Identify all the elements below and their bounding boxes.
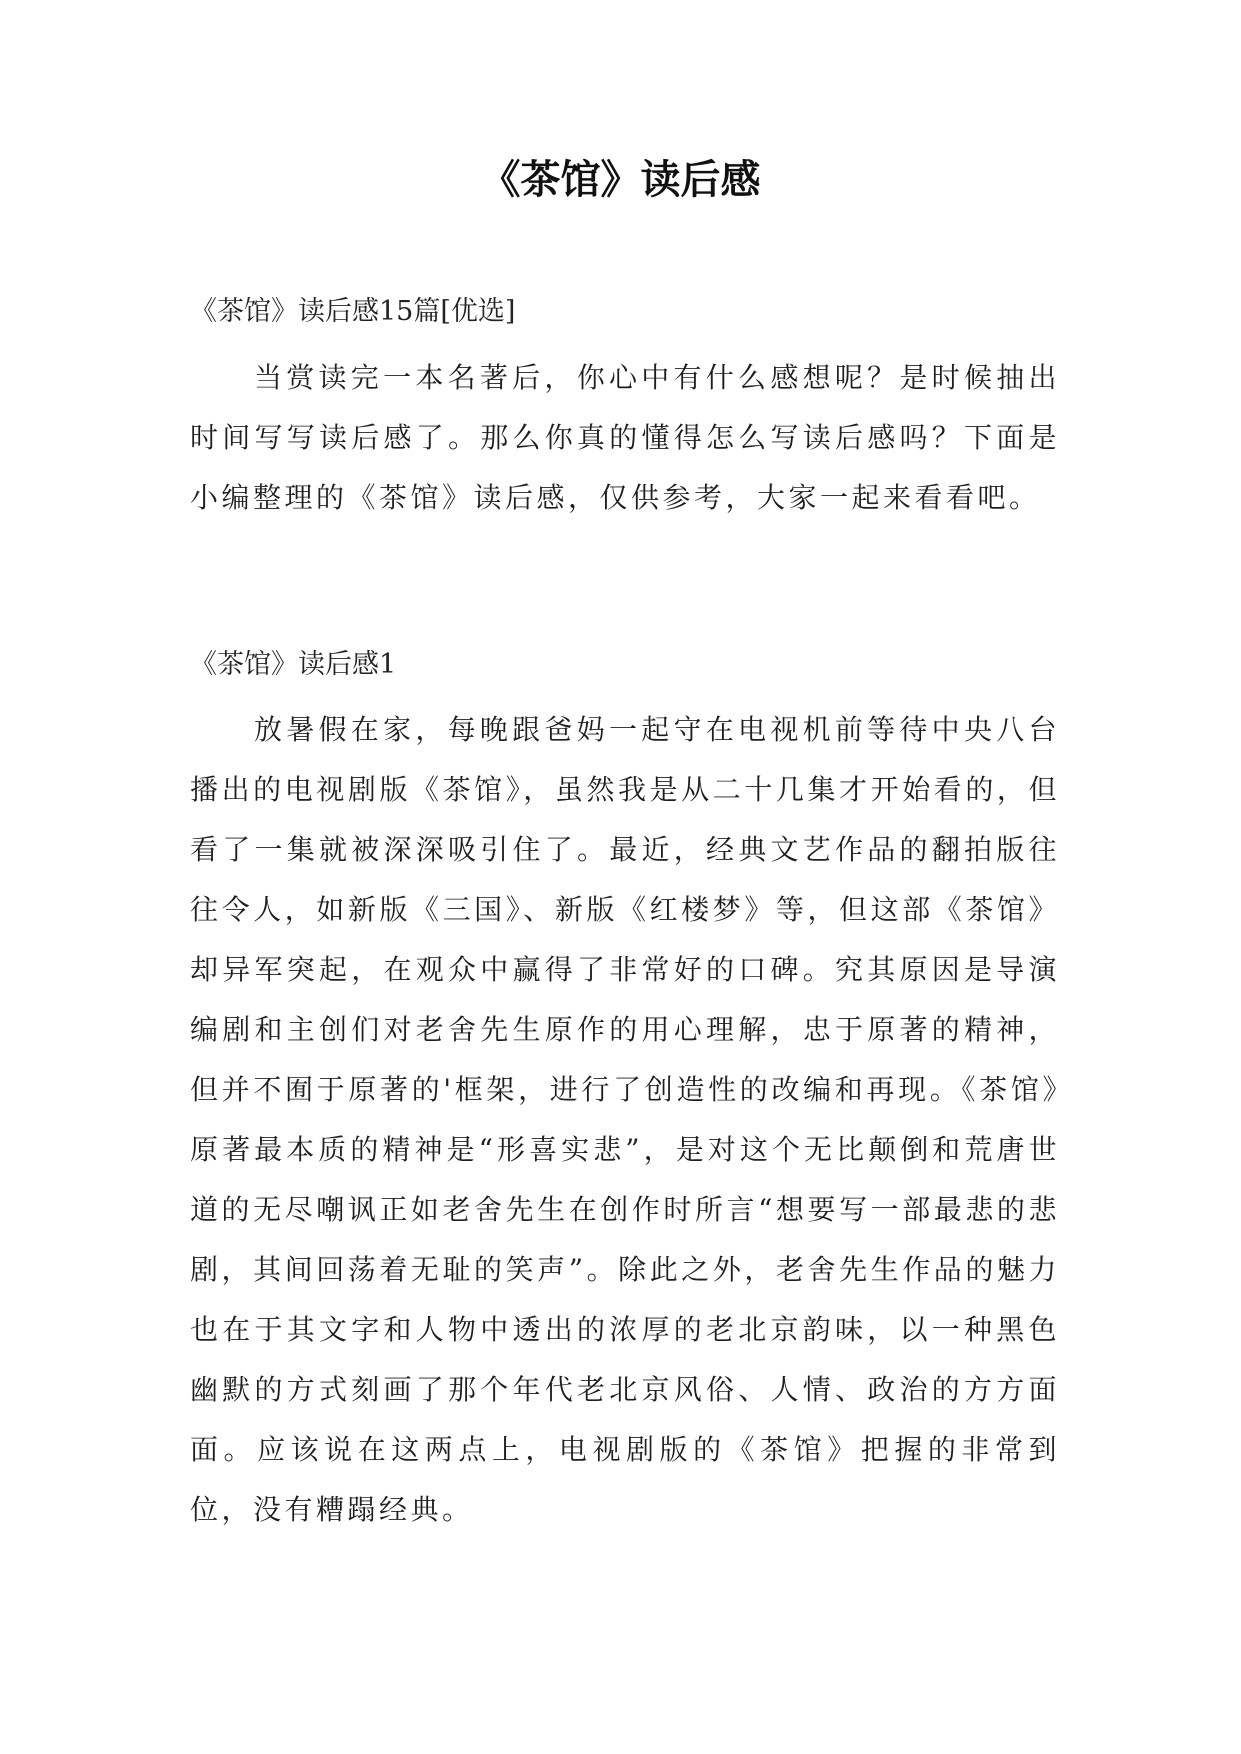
- intro-heading: 《茶馆》读后感15篇[优选]: [190, 296, 516, 327]
- document-title: 《茶馆》读后感: [480, 157, 761, 203]
- section-1-paragraph: 放暑假在家，每晚跟爸妈一起守在电视机前等待中央八台播出的电视剧版《茶馆》，虽然我是从二十几集才开始看的，但看了一集就被深深吸引住了。最近，经典文艺作品的翻拍版往往令人，如新版《三国》、新版《红楼梦》等，但这部《茶馆》却异军突起，在观众中赢得了非常好的口碑。究其原因是导演编剧和主创们对老舍先生原作的用心理解，忠于原著的精神，但并不囿于原著的'框架，进行了创造性的改编和再现。《茶馆》原著最本质的精神是“形喜实悲”，是对这个无比颠倒和荒唐世道的无尽嘲讽正如老舍先生在创作时所言“想要写一部最悲的悲剧，其间回荡着无耻的笑声”。除此之外，老舍先生作品的魅力也在于其文字和人物中透出的浓厚的老北京韵味，以一种黑色幽默的方式刻画了那个年代老北京风俗、人情、政治的方方面面。应该说在这两点上，电视剧版的《茶馆》把握的非常到位，没有糟蹋经典。: [190, 713, 1060, 1526]
- intro-paragraph: 当赏读完一本名著后，你心中有什么感想呢？是时候抽出时间写写读后感了。那么你真的懂得怎么写读后感吗？下面是小编整理的《茶馆》读后感，仅供参考，大家一起来看看吧。: [190, 361, 1060, 514]
- section-1-heading: 《茶馆》读后感1: [190, 649, 397, 680]
